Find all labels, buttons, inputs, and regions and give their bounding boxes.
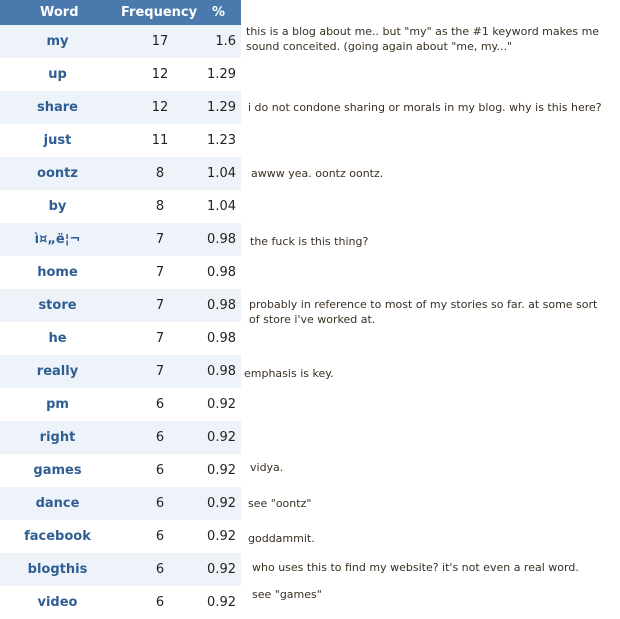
word-cell: just: [43, 133, 72, 148]
word-cell: video: [37, 595, 78, 610]
frequency-cell: 7: [155, 232, 165, 247]
table-row: [0, 91, 241, 124]
annotation-my-line2: sound conceited. (going again about "me, my...": [246, 40, 513, 53]
frequency-cell: 6: [155, 397, 165, 412]
frequency-column-header[interactable]: Frequency: [121, 5, 198, 20]
table-row: [0, 421, 241, 454]
frequency-cell: 7: [155, 265, 165, 280]
frequency-cell: 12: [151, 100, 169, 115]
annotation-store-line1: probably in reference to most of my stories so far. at some sort: [249, 298, 598, 311]
annotation-my-line1: this is a blog about me.. but "my" as the #1 keyword makes me: [246, 25, 600, 38]
annotation-video: see "games": [252, 588, 322, 601]
percent-column-header[interactable]: %: [212, 5, 226, 20]
frequency-cell: 17: [151, 34, 169, 49]
table-row: [0, 586, 241, 619]
percent-cell: 0.98: [207, 265, 236, 280]
frequency-cell: 8: [155, 199, 165, 214]
table-row: [0, 487, 241, 520]
table-row: [0, 124, 241, 157]
percent-cell: 1.29: [207, 100, 236, 115]
word-cell: dance: [35, 496, 80, 511]
word-cell: games: [33, 463, 82, 478]
percent-cell: 0.92: [207, 496, 236, 511]
word-cell: up: [48, 67, 67, 82]
table-row: [0, 355, 241, 388]
annotation-really: emphasis is key.: [244, 367, 334, 380]
percent-cell: 0.98: [207, 331, 236, 346]
percent-cell: 0.92: [207, 397, 236, 412]
word-cell: right: [39, 430, 76, 445]
percent-cell: 0.92: [207, 463, 236, 478]
word-cell: my: [46, 34, 69, 49]
annotation-oontz: awww yea. oontz oontz.: [251, 167, 384, 180]
frequency-cell: 6: [155, 529, 165, 544]
word-cell: store: [38, 298, 77, 313]
frequency-cell: 11: [151, 133, 169, 148]
percent-cell: 1.29: [207, 67, 236, 82]
word-cell: by: [48, 199, 67, 214]
percent-cell: 1.04: [207, 199, 236, 214]
percent-cell: 1.04: [207, 166, 236, 181]
annotation-store: [249, 297, 597, 327]
annotation-facebook: goddammit.: [248, 532, 315, 545]
word-cell: he: [48, 331, 67, 346]
annotation-games: vidya.: [250, 461, 284, 474]
percent-cell: 0.92: [207, 562, 236, 577]
table-row: [0, 388, 241, 421]
word-cell: share: [37, 100, 78, 115]
table-row: [0, 256, 241, 289]
frequency-cell: 7: [155, 331, 165, 346]
word-cell: home: [37, 265, 78, 280]
keyword-frequency-table: [0, 0, 241, 619]
table-row: [0, 157, 241, 190]
table-row: [0, 322, 241, 355]
annotation-store-line2: of store i've worked at.: [249, 313, 376, 326]
word-cell: ì¤„ë¦¬: [34, 232, 81, 247]
percent-cell: 0.98: [207, 232, 236, 247]
word-cell: really: [36, 364, 79, 379]
frequency-cell: 12: [151, 67, 169, 82]
annotation-weird-word: the fuck is this thing?: [250, 235, 369, 248]
annotation-my: [246, 24, 599, 54]
frequency-cell: 6: [155, 463, 165, 478]
table-row: [0, 190, 241, 223]
word-column-header[interactable]: Word: [40, 5, 79, 20]
frequency-cell: 7: [155, 364, 165, 379]
percent-cell: 0.92: [207, 430, 236, 445]
table-row: [0, 454, 241, 487]
word-cell: pm: [46, 397, 69, 412]
frequency-cell: 6: [155, 595, 165, 610]
table-row: [0, 553, 241, 586]
percent-cell: 1.6: [215, 34, 236, 49]
annotation-blogthis: who uses this to find my website? it's not even a real word.: [252, 561, 579, 574]
table-row: [0, 58, 241, 91]
annotation-share: i do not condone sharing or morals in my blog. why is this here?: [248, 101, 602, 114]
percent-cell: 0.92: [207, 529, 236, 544]
percent-cell: 0.92: [207, 595, 236, 610]
frequency-cell: 8: [155, 166, 165, 181]
frequency-cell: 6: [155, 430, 165, 445]
frequency-cell: 6: [155, 562, 165, 577]
table-row: [0, 289, 241, 322]
table-header: [0, 0, 241, 25]
percent-cell: 1.23: [207, 133, 236, 148]
frequency-cell: 7: [155, 298, 165, 313]
table-row: [0, 25, 241, 58]
percent-cell: 0.98: [207, 298, 236, 313]
table-row: [0, 520, 241, 553]
word-cell: blogthis: [27, 562, 88, 577]
table-row: [0, 223, 241, 256]
word-cell: oontz: [37, 166, 78, 181]
annotation-dance: see "oontz": [248, 497, 312, 510]
frequency-cell: 6: [155, 496, 165, 511]
percent-cell: 0.98: [207, 364, 236, 379]
word-cell: facebook: [24, 529, 91, 544]
